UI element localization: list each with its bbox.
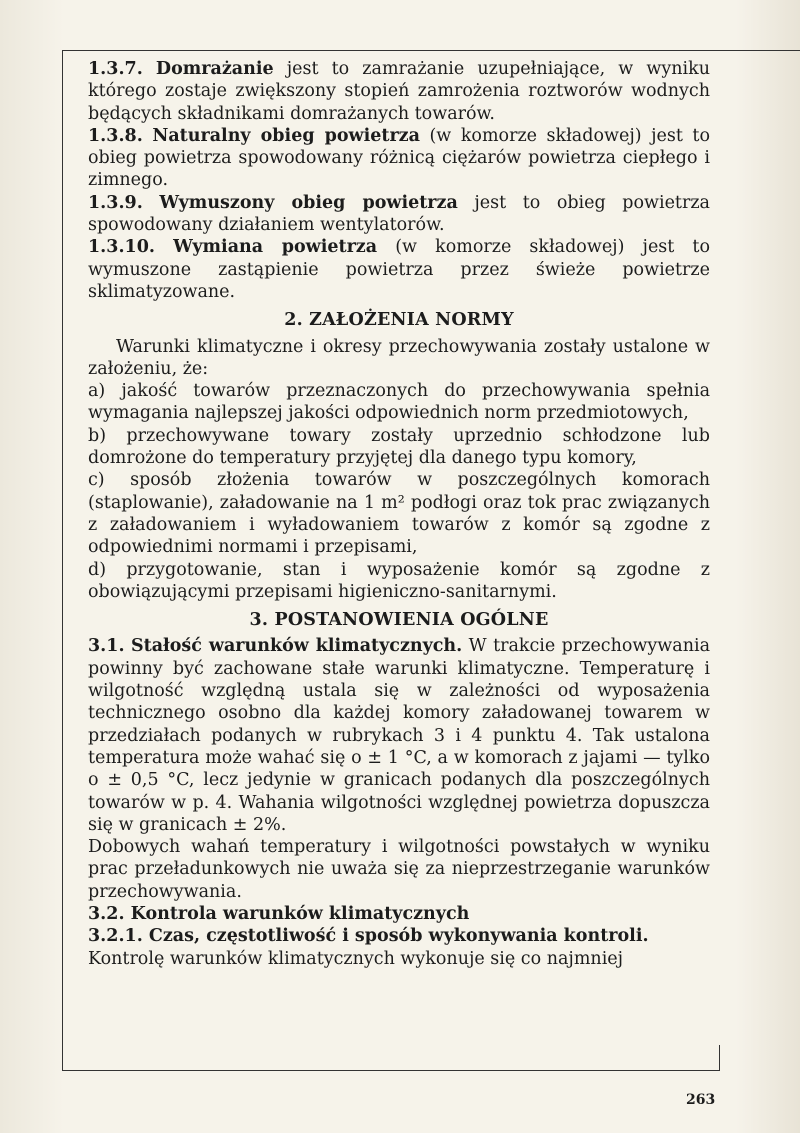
subsection-3-2-title: 3.2. Kontrola warunków klimatycznych	[88, 903, 470, 924]
subsection-3-2-1-heading	[88, 925, 710, 947]
subsection-text: W trakcie przechowywania powinny być zachowane stałe warunki klimatyczne. Temperaturę i wilgotność względną ustala się w zależności od wyposażenia technicznego osobno dla każdej komory załadowanej towarem w przedziałach podanych w rubrykach 3 i 4 punktu 4. Tak ustalona temperatura może wahać się o ± 1 °C, a w komorach z jajami — tylko o ± 0,5 °C, lecz jedynie w granicach podanych dla poszczególnych towarów w p. 4. Wahania wilgotności względnej powietrza dopuszcza się w granicach ± 2%.	[88, 636, 710, 835]
section-3-heading: 3. POSTANOWIENIA OGÓLNE	[249, 610, 549, 631]
definition-term: Wymiana powietrza	[173, 237, 378, 258]
subsection-3-2-1-title: 3.2.1. Czas, częstotliwość i sposób wykonywania kontroli.	[88, 926, 649, 947]
subsection-number: 3.1.	[88, 636, 125, 657]
definition-number: 1.3.9.	[88, 192, 143, 213]
list-item-d: d) przygotowanie, stan i wyposażenie komór są zgodne z obowiązującymi przepisami higieniczno-sanitarnymi.	[88, 559, 710, 602]
subsection-3-2-heading	[88, 903, 710, 925]
definition-term: Wymuszony obieg powietrza	[159, 192, 458, 213]
definition-text: (w komorze składowej) jest to obieg powietrza spowodowany różnicą ciężarów powietrza ciepłego i zimnego.	[88, 125, 710, 191]
subsection-3-1	[88, 635, 710, 836]
list-item-a: a) jakość towarów przeznaczonych do przechowywania spełnia wymagania najlepszej jakości odpowiednich norm przedmiotowych,	[88, 381, 710, 424]
list-item-b: b) przechowywane towary zostały uprzednio schłodzone lub domrożone do temperatury przyjętej dla danego typu komory,	[88, 425, 710, 469]
definition-number: 1.3.8.	[88, 125, 143, 146]
definition-number: 1.3.10.	[88, 237, 155, 258]
subsection-title: Stałość warunków klimatycznych.	[130, 636, 463, 657]
list-item-c: c) sposób złożenia towarów w poszczególnych komorach (staplowanie), załadowanie na 1 m² podłogi oraz tok prac związanych z załadowaniem i wyładowaniem towarów z komór są zgodne z odpowiednimi normami i przepisami,	[88, 470, 710, 558]
definition-text: jest to obieg powietrza spowodowany działaniem wentylatorów.	[88, 192, 710, 236]
definition-term: Domrażanie	[155, 59, 274, 79]
definition-number: 1.3.7.	[88, 59, 143, 79]
definition-1-3-10	[88, 236, 710, 303]
definition-1-3-8	[88, 125, 710, 192]
document-body	[88, 58, 710, 970]
frame-line-bottom	[62, 1070, 720, 1071]
frame-line-right	[719, 1045, 720, 1070]
section-2-heading: 2. ZAŁOŻENIA NORMY	[284, 310, 514, 331]
frame-line-left	[62, 50, 63, 1070]
subsection-3-2-1-text: Kontrolę warunków klimatycznych wykonuje się co najmniej	[88, 948, 624, 969]
definition-text: (w komorze składowej) jest to wymuszone zastąpienie powietrza przez świeże powietrze sklimatyzowane.	[88, 237, 710, 302]
definition-1-3-7	[88, 58, 710, 125]
definition-term: Naturalny obieg powietrza	[152, 125, 420, 146]
definition-text: jest to zamrażanie uzupełniające, w wyniku którego zostaje zwiększony stopień zamrożenia roztworów wodnych będących składnikami domrażanych towarów.	[88, 59, 710, 124]
section-2-intro: Warunki klimatyczne i okresy przechowywania zostały ustalone w założeniu, że:	[88, 336, 710, 379]
page-number: 263	[686, 1092, 716, 1108]
frame-line-top	[62, 50, 800, 51]
definition-1-3-9	[88, 192, 710, 237]
subsection-3-1-continued: Dobowych wahań temperatury i wilgotności powstałych w wyniku prac przeładunkowych nie uważa się za nieprzestrzeganie warunków przechowywania.	[88, 837, 710, 902]
